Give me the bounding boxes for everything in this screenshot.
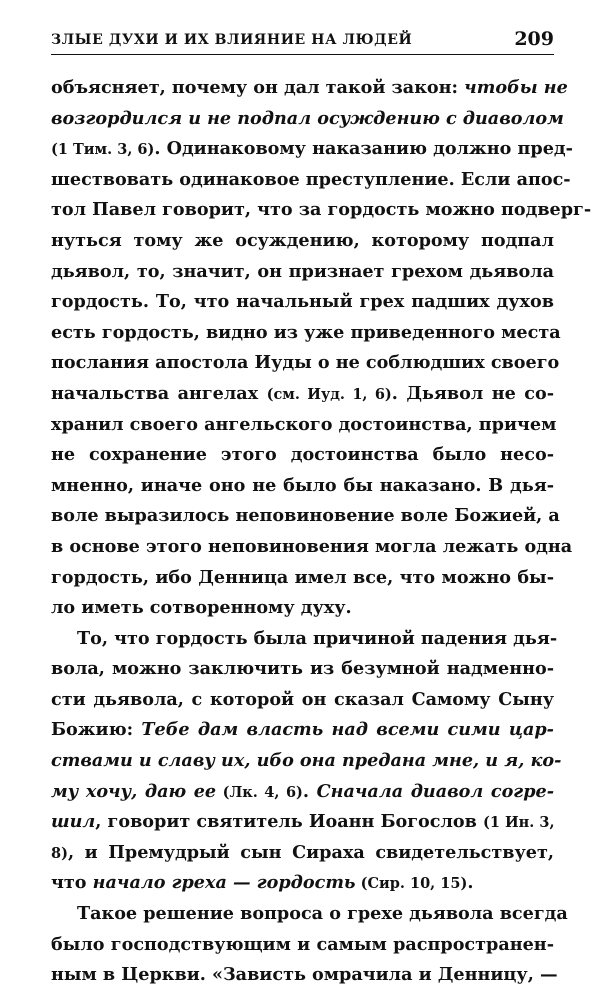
text-run: Такое решение вопроса о грехе дьявола всегда [77, 903, 568, 925]
italic-quote: шил [51, 811, 96, 833]
text-line [51, 379, 554, 410]
text-run: , и Премудрый сын Сираха свидетельствует, [67, 841, 554, 863]
text-line [51, 165, 571, 196]
text-line [51, 624, 558, 655]
italic-quote: му хочу, даю ее [51, 780, 217, 802]
text-line [51, 410, 557, 441]
paragraph [51, 899, 568, 991]
running-head: ЗЛЫЕ ДУХИ И ИХ ВЛИЯНИЕ НА ЛЮДЕЙ [51, 32, 413, 48]
scripture-reference: (1 Ин. 3, [482, 814, 555, 832]
text-run: хранил своего ангельского достоинства, причем [51, 413, 557, 435]
text-line [51, 257, 554, 288]
text-run: начальства ангелах [51, 382, 267, 404]
text-line [51, 134, 573, 165]
italic-quote: чтобы не [464, 77, 568, 98]
text-line [51, 746, 562, 777]
text-run: тол Павел говорит, что за гордость можно подверг- [51, 199, 592, 221]
text-run: что [51, 872, 93, 894]
text-line [51, 440, 554, 471]
text-run: нуться тому же осуждению, которому подпал [51, 229, 554, 251]
paragraph [51, 624, 562, 899]
text-line [51, 195, 592, 226]
text-line [51, 318, 561, 349]
text-run: То, что гордость была причиной падения дья- [77, 627, 558, 649]
text-line [51, 287, 554, 318]
page-number: 209 [514, 28, 554, 50]
text-run: есть гордость, видно из уже приведенного места [51, 321, 561, 343]
text-line [51, 226, 554, 257]
text-run: . Дьявол не со- [391, 382, 554, 404]
text-line [51, 899, 568, 930]
text-line [51, 807, 554, 838]
text-run: гордость. То, что начальный грех падших духов [51, 291, 554, 313]
text-run: послания апостола Иуды о не соблюдших своего [51, 352, 560, 374]
scripture-reference: (Лк. 4, 6) [216, 783, 303, 801]
text-run: было господствующим и самым распространен- [51, 933, 554, 955]
text-line [51, 73, 568, 104]
text-line [51, 777, 554, 808]
text-line [51, 563, 554, 594]
text-run: ло иметь сотворенному духу. [51, 597, 352, 619]
text-run: не сохранение этого достоинства было несо- [51, 444, 554, 466]
text-run: . Одинаковому наказанию должно пред- [154, 138, 573, 160]
text-run: , говорит святитель Иоанн Богослов [95, 811, 483, 833]
text-run: . [467, 872, 474, 894]
body-text [51, 73, 592, 991]
text-run: . [302, 780, 317, 802]
text-run: дьявол, то, значит, он признает грехом дьявола [51, 260, 554, 282]
text-run: воле выразилось неповиновение воле Божией, а [51, 505, 560, 527]
page-header [51, 26, 554, 55]
text-run: мненно, иначе оно не было бы наказано. В дья- [51, 474, 554, 496]
text-line [51, 868, 554, 899]
text-run: вола, можно заключить из безумной надменно- [51, 658, 554, 680]
scripture-reference: (1 Тим. 3, 6) [51, 141, 155, 159]
text-run: в основе этого неповиновения могла лежать одна [51, 535, 573, 557]
paragraph [51, 73, 592, 624]
scripture-reference: 8) [51, 844, 68, 862]
text-line [51, 930, 554, 961]
text-line [51, 838, 554, 869]
text-line [51, 685, 554, 716]
scripture-reference: (Сир. 10, 15) [355, 875, 468, 893]
scripture-reference: (см. Иуд. 1, 6) [266, 385, 392, 403]
text-line [51, 654, 554, 685]
italic-quote: возгордился и не подпал осуждению с диаволом [51, 107, 564, 129]
text-line [51, 715, 554, 746]
italic-quote: начало греха — гордость [92, 872, 356, 894]
text-line [51, 104, 564, 135]
text-run: объясняет, почему он дал такой закон: [51, 77, 465, 98]
text-line [51, 593, 554, 624]
text-line [51, 532, 573, 563]
text-line [51, 960, 558, 991]
italic-quote: ствами и славу их, ибо она предана мне, и я, ко- [51, 750, 562, 772]
text-run: Божию: [51, 719, 142, 741]
text-run: шествовать одинаковое преступление. Если апос- [51, 168, 571, 190]
text-run: гордость, ибо Денница имел все, что можно бы- [51, 566, 554, 588]
text-line [51, 348, 560, 379]
text-line [51, 501, 560, 532]
text-line [51, 471, 554, 502]
italic-quote: Сначала диавол согре- [316, 780, 555, 802]
text-run: сти дьявола, с которой он сказал Самому Сыну [51, 688, 554, 710]
italic-quote: Тебе дам власть над всеми сими цар- [141, 719, 554, 741]
text-run: ным в Церкви. «Зависть омрачила и Денницу, — [51, 964, 558, 986]
